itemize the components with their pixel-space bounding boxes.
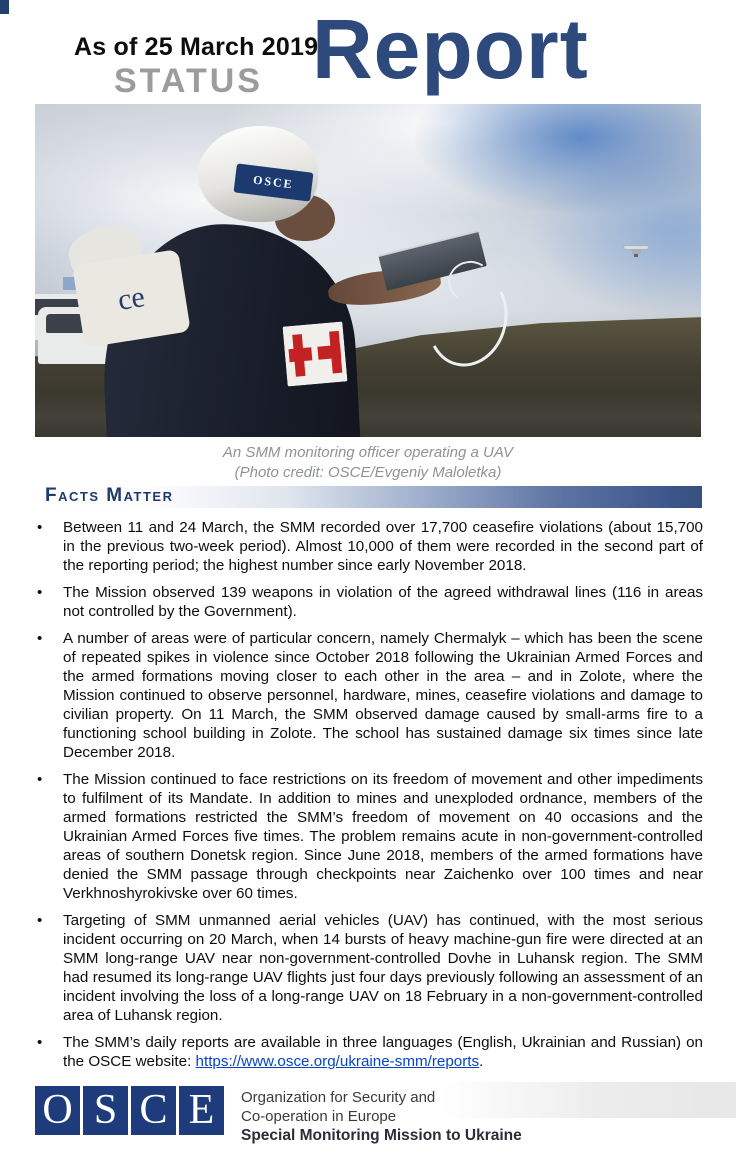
facts-matter-heading: Facts Matter	[45, 485, 174, 506]
bullet-text: The Mission continued to face restrictions on its freedom of movement and other impediments to fulfilment of its Mandate. In addition to mines and unexploded ordnance, members of the armed formations restricted the SMM’s freedom of movement on 40 occasions and the Ukrainian Armed Forces five times. The problem remains acute in non-government-controlled areas of southern Donetsk region. Since June 2018, members of the armed formations have denied the SMM passage through checkpoints near Zaichenko over 100 times and near Verkhnoshyrokivske over 60 times.	[63, 771, 703, 902]
bullet-item-5	[37, 911, 703, 1025]
bullet-text: A number of areas were of particular concern, namely Chermalyk – which has been the scene of repeated spikes in violence since October 2018 following the Ukrainian Armed Forces and the armed formations moving closer to each other in the area – and in Zolote, where the Mission continued to observe personnel, hardware, mines, ceasefire violations and damage to civilian property. On 11 March, the SMM observed damage caused by small-arms fire to a functioning school building in Zolote. The school has sustained damage six times since late December 2018.	[63, 630, 703, 761]
org-line-2: Co-operation in Europe	[241, 1108, 397, 1126]
organization-name-block	[241, 1086, 522, 1146]
bullet-dot: •	[37, 771, 43, 788]
red-cross-patch	[282, 321, 347, 386]
helmet-osce-label: OSCE	[234, 164, 314, 202]
photo-caption	[0, 443, 736, 483]
status-label: STATUS	[114, 62, 263, 100]
bullet-text	[63, 1033, 703, 1071]
photo-caption-line2: (Photo credit: OSCE/Evgeniy Maloletka)	[234, 463, 502, 481]
bullet-item-2	[37, 583, 703, 621]
bullet-item-4	[37, 770, 703, 903]
bullet-list	[37, 518, 703, 1079]
monitor-photo	[35, 104, 701, 437]
vest-osce-patch: ce	[72, 249, 190, 348]
uav-drone	[624, 246, 648, 257]
bullet-item-6	[37, 1033, 703, 1071]
osce-logo-letter-c: C	[131, 1086, 176, 1135]
monitor-helmet	[198, 126, 318, 223]
bullet-dot: •	[37, 912, 43, 929]
bullet-dot: •	[37, 1034, 43, 1051]
org-line-1: Organization for Security and	[241, 1089, 436, 1106]
photo-caption-line1: An SMM monitoring officer operating a UAV	[222, 444, 514, 461]
osce-logo-letter-e: E	[179, 1086, 224, 1135]
osce-reports-link[interactable]: https://www.osce.org/ukraine-smm/reports	[195, 1053, 480, 1070]
bullet-text-suffix: .	[479, 1053, 484, 1070]
bullet-text: Between 11 and 24 March, the SMM recorded over 17,700 ceasefire violations (about 15,700 in the previous two-week period). Almost 10,000 of them were recorded in the second part of the reporting period; the highest number since early November 2018.	[63, 519, 703, 574]
osce-logo-letter-o: O	[35, 1086, 80, 1135]
org-line-3: Special Monitoring Mission to Ukraine	[241, 1127, 522, 1145]
bullet-text-prefix: The SMM’s daily reports are available in three languages (English, Ukrainian and Russian) on the OSCE website:	[63, 1034, 703, 1070]
report-title: Report	[312, 2, 589, 96]
bullet-dot: •	[37, 519, 43, 536]
bullet-item-1	[37, 518, 703, 575]
bullet-text: Targeting of SMM unmanned aerial vehicles (UAV) has continued, with the most serious incident occurring on 20 March, when 14 bursts of heavy machine-gun fire were directed at an SMM long-range UAV near non-government-controlled Dovhe in Luhansk region. The SMM had resumed its long-range UAV flights just four days previously following an assessment of an incident involving the loss of a long-range UAV on 18 February in a non-government-controlled area of Luhansk region.	[63, 912, 703, 1024]
bullet-item-3	[37, 629, 703, 762]
bullet-dot: •	[37, 630, 43, 647]
corner-accent-mark	[0, 0, 9, 14]
report-date: As of 25 March 2019	[74, 33, 319, 61]
footer	[35, 1086, 522, 1146]
osce-logo	[35, 1086, 227, 1135]
bullet-dot: •	[37, 584, 43, 601]
bullet-text: The Mission observed 139 weapons in violation of the agreed withdrawal lines (116 in areas not controlled by the Government).	[63, 584, 703, 620]
osce-logo-letter-s: S	[83, 1086, 128, 1135]
